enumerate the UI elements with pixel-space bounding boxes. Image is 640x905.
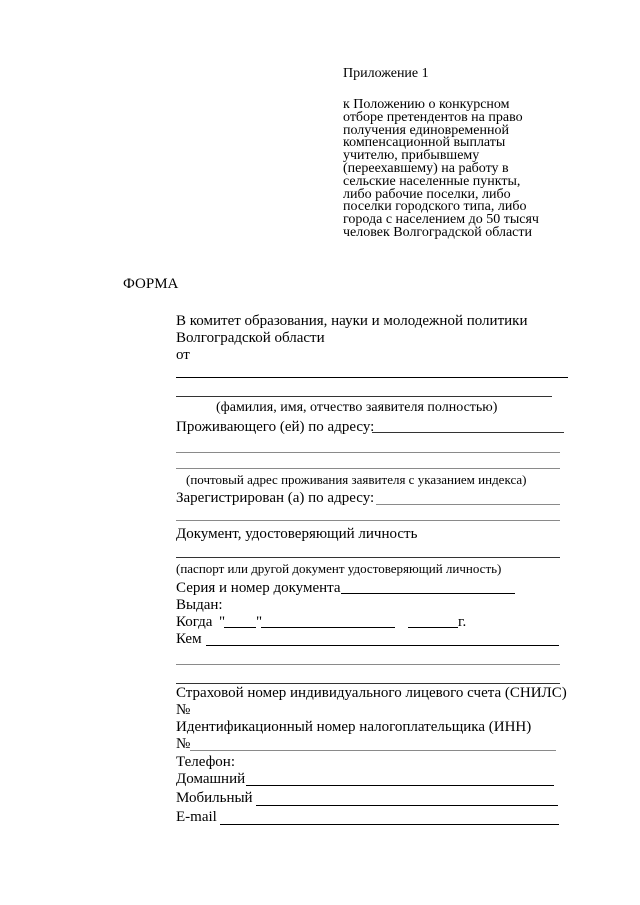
snils-label: Страховой номер индивидуального лицевого счета (СНИЛС) — [176, 685, 567, 701]
applicant-name-field-2[interactable] — [176, 396, 552, 397]
series-label: Серия и номер документа — [176, 580, 341, 596]
appendix-line: получения единовременной — [343, 122, 509, 138]
series-number-field[interactable] — [341, 593, 515, 594]
fio-caption: (фамилия, имя, отчество заявителя полностью) — [216, 400, 498, 415]
id-document-field[interactable] — [176, 557, 560, 558]
appendix-line: (переехавшему) на работу в — [343, 160, 509, 176]
residing-address-field-3[interactable] — [176, 468, 560, 469]
appendix-line: человек Волгоградской области — [343, 224, 532, 240]
appendix-line: учителю, прибывшему — [343, 148, 480, 164]
inn-label: Идентификационный номер налогоплательщика (ИНН) — [176, 719, 532, 735]
number-sign: № — [176, 736, 191, 752]
inn-field[interactable] — [190, 750, 556, 751]
issue-month-field[interactable] — [261, 627, 395, 628]
appendix-line: поселки городского типа, либо — [343, 199, 527, 215]
residing-address-field-2[interactable] — [176, 452, 560, 453]
appendix-line: к Положению о конкурсном — [343, 97, 510, 112]
id-document-label: Документ, удостоверяющий личность — [176, 526, 418, 542]
appendix-line: города с населением до 50 тысяч — [343, 212, 539, 228]
form-heading: ФОРМА — [123, 276, 179, 292]
email-label: E-mail — [176, 809, 217, 825]
registered-address-field-2[interactable] — [176, 520, 560, 521]
appendix-line: сельские населенные пункты, — [343, 173, 521, 189]
addressee-line-1: В комитет образования, науки и молодежной политики — [176, 313, 528, 329]
when-quote-open: " — [219, 614, 226, 630]
home-phone-field[interactable] — [246, 785, 554, 786]
registered-address-field[interactable] — [376, 504, 560, 505]
issue-day-field[interactable] — [224, 627, 256, 628]
home-phone-label: Домашний — [176, 771, 246, 787]
registered-label: Зарегистрирован (а) по адресу: — [176, 490, 375, 506]
mobile-phone-label: Мобильный — [176, 790, 253, 806]
postal-caption: (почтовый адрес проживания заявителя с указанием индекса) — [186, 472, 527, 487]
issued-label: Выдан: — [176, 597, 223, 613]
when-quote-close: " — [256, 614, 263, 630]
mobile-phone-field[interactable] — [256, 805, 558, 806]
from-label: от — [176, 347, 190, 363]
when-label: Когда — [176, 614, 213, 630]
issued-by-field-2[interactable] — [176, 664, 560, 665]
id-document-caption: (паспорт или другой документ удостоверяющий личность) — [176, 561, 502, 576]
appendix-reference — [343, 99, 539, 240]
who-label: Кем — [176, 631, 202, 647]
addressee-line-2: Волгоградской области — [176, 330, 325, 346]
appendix-line: компенсационной выплаты — [343, 135, 506, 151]
residing-address-field[interactable] — [372, 432, 564, 433]
year-suffix: г. — [458, 614, 467, 630]
appendix-line: либо рабочие поселки, либо — [343, 186, 511, 202]
email-field[interactable] — [220, 824, 559, 825]
appendix-line: отборе претендентов на право — [343, 109, 523, 125]
residing-label: Проживающего (ей) по адресу: — [176, 419, 375, 435]
applicant-name-field[interactable] — [176, 377, 568, 378]
phone-label: Телефон: — [176, 754, 235, 770]
number-sign: № — [176, 702, 191, 718]
issue-year-field[interactable] — [408, 627, 458, 628]
appendix-title: Приложение 1 — [343, 66, 429, 81]
issued-by-field[interactable] — [206, 645, 559, 646]
